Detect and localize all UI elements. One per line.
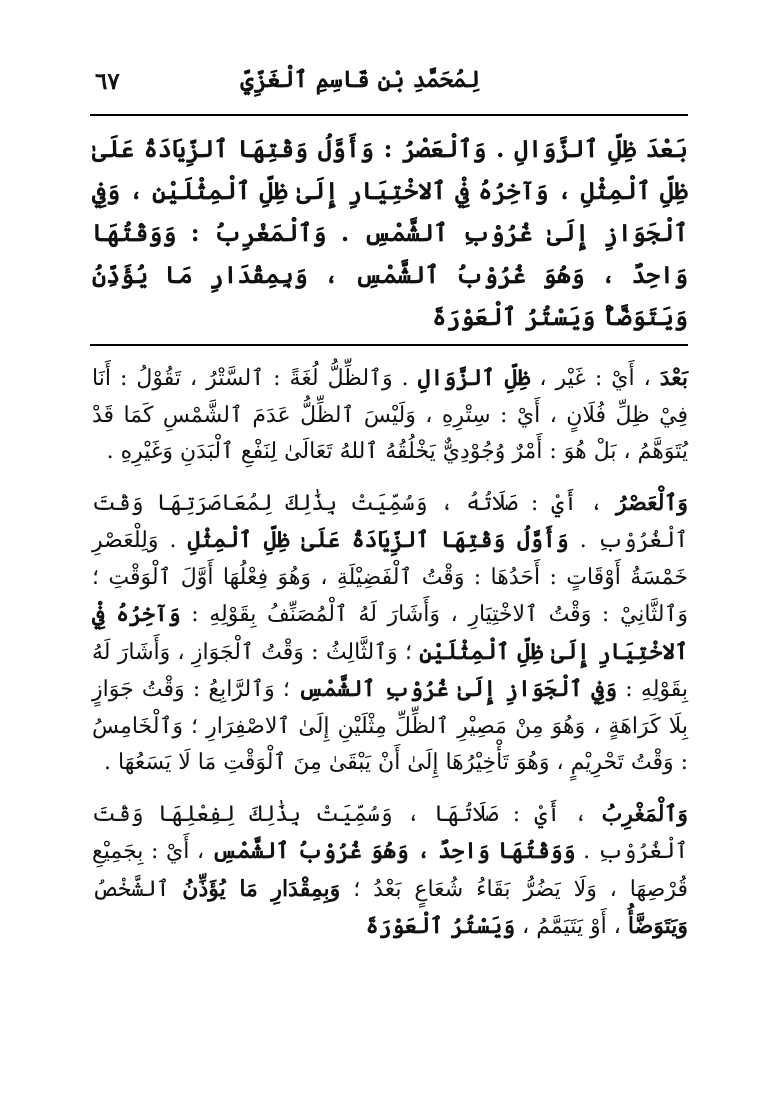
matn-paragraph: بَعْدَ ظِلِّ ٱلزَّوَالِ . وَٱلْعَصْرُ : وَأَوَّلُ وَقْتِهَا ٱلزِّيَادَةُ عَلَىٰ ظِلِّ ٱلْمِثْلِ ، وَآخِرُهُ فِيْ ٱلاخْتِيَارِ إِلَىٰ ظِلِّ ٱلْمِثْلَيْنِ ، وَفِي ٱلْجَوَازِ إِلَىٰ غُرُوْبِ ٱلشَّمْسِ . وَٱلْمَغْرِبُ : وَوَقْتُهَا وَاحِدٌ ، وَهُوَ غُرُوْبُ ٱلشَّمْسِ ، وَبِمِقْدَارِ مَا يُؤَذِّنُ وَيَتَوَضَّأُ وَيَسْتُرُ ٱلْعَوْرَةَ <box>92 134 688 331</box>
matn-quote: وَأَوَّلُ وَقْتِهَا ٱلزِّيَادَةُ عَلَىٰ ظِلِّ ٱلْمِثْلِ <box>187 527 569 553</box>
commentary-text: ، أَيْ : غَيْر ، <box>530 366 660 391</box>
running-header <box>95 62 685 106</box>
sharh-paragraph-1 <box>92 360 688 471</box>
matn-quote: وَٱلْعَصْرُ <box>615 489 688 516</box>
sharh-paragraph-3 <box>92 796 688 946</box>
sharh-text <box>92 360 688 960</box>
matn-quote: وَيَسْتُرُ ٱلْعَوْرَةَ <box>365 913 516 939</box>
commentary-text: ، أَيْ : بِجَمِيْعِ قُرْصِهَا ، وَلَا يَضُرُّ بَقَاءُ شُعَاعٍ بَعْدُ ؛ <box>92 839 688 902</box>
matn-quote: بَعْدَ <box>659 365 688 391</box>
commentary-text: . وَلِلْعَصْرِ خَمْسَةُ أَوْقَاتٍ : أَحَدُهَا : وَقْتُ ٱلْفَضِيْلَةِ ، وَهُوَ فِعْلُهَا أَوَّلَ ٱلْوَقْتِ ؛ وَٱلثَّانِيْ : وَقْتُ ٱلاخْتِيَارِ ، وَأَشَارَ لَهُ ٱلْمُصَنِّفُ بِقَوْلِهِ : <box>92 528 688 627</box>
commentary-text: ؛ وَٱلثَّالِثُ : وَقْتُ ٱلْجَوَازِ ، وَأَشَارَ لَهُ بِقَوْلِهِ : <box>92 639 689 702</box>
page-number: ٦٧ <box>95 68 120 95</box>
running-title: لِمُحَمَّدِ بْنِ قَاسِمِ ٱلْغَزِّيِّ <box>240 66 480 93</box>
matn-quote: وَٱلْمَغْرِبُ <box>601 800 688 827</box>
commentary-text: . وَٱلظِّلُّ لُغَةً : ٱلسَّتْرُ ، تَقُوْلُ : أَنَا فِيْ ظِلِّ فُلَانٍ ، أَيْ : سِتْرِهِ ، وَلَيْسَ ٱلظِّلُّ عَدَمَ ٱلشَّمْسِ كَمَا قَدْ يُتَوَهَّمُ ، بَلْ هُوَ : أَمْرٌ وُجُوْدِيٌّ يَخْلُقُهُ ٱللهُ تَعَالَىٰ لِنَفْعِ ٱلْبَدَنِ وَغَيْرِهِ . <box>92 366 688 464</box>
matn-quote: وَبِمِقْدَارِ مَا يُؤَذِّنُ <box>182 875 341 902</box>
commentary-text: ؛ وَٱلرَّابِعُ : وَقْتُ جَوَازٍ بِلَا كَرَاهَةٍ ، وَهُوَ مِنْ مَصِيْرِ ٱلظِّلِّ مِثْلَيْنِ إِلَىٰ ٱلاصْفِرَارِ ؛ وَٱلْخَامِسُ : وَقْتُ تَحْرِيْمٍ ، وَهُوَ تَأْخِيْرُهَا إِلَىٰ أَنْ يَبْقَىٰ مِنَ ٱلْوَقْتِ مَا لَا يَسَعُهَا . <box>92 677 688 775</box>
matn-quote: وَفِي ٱلْجَوَازِ إِلَىٰ غُرُوْبِ ٱلشَّمْسِ <box>298 676 618 702</box>
commentary-text: ، أَيْ : صَلَاتُهَا ، وَسُمِّيَتْ بِذَٰلِكَ لِفِعْلِهَا وَقْتَ ٱلْغُرُوْبِ . <box>92 801 689 864</box>
matn-quote: وَآخِرُهُ فِيْ ٱلاخْتِيَارِ إِلَىٰ ظِلِّ ٱلْمِثْلَيْنِ <box>92 601 689 665</box>
section-divider <box>90 344 688 346</box>
commentary-text: ، أَيْ : صَلَاتُهُ ، وَسُمِّيَتْ بِذَٰلِكَ لِمُعَاصَرَتِهَا وَقْتَ ٱلْغُرُوْبِ . <box>92 490 689 553</box>
sharh-paragraph-2 <box>92 485 688 782</box>
matn-text <box>92 128 688 338</box>
matn-quote: ظِلِّ ٱلزَّوَالِ <box>417 365 531 391</box>
matn-quote: وَيَتَوَضَّأُ <box>627 913 688 939</box>
matn-quote: وَوَقْتُهَا وَاحِدٌ ، وَهُوَ غُرُوْبُ ٱلشَّمْسِ <box>211 838 576 864</box>
commentary-text: ٱلشَّخْصُ <box>92 876 183 902</box>
header-rule <box>90 114 688 116</box>
commentary-text: ، أَوْ يَتَيَمَّمُ ، <box>515 914 628 939</box>
